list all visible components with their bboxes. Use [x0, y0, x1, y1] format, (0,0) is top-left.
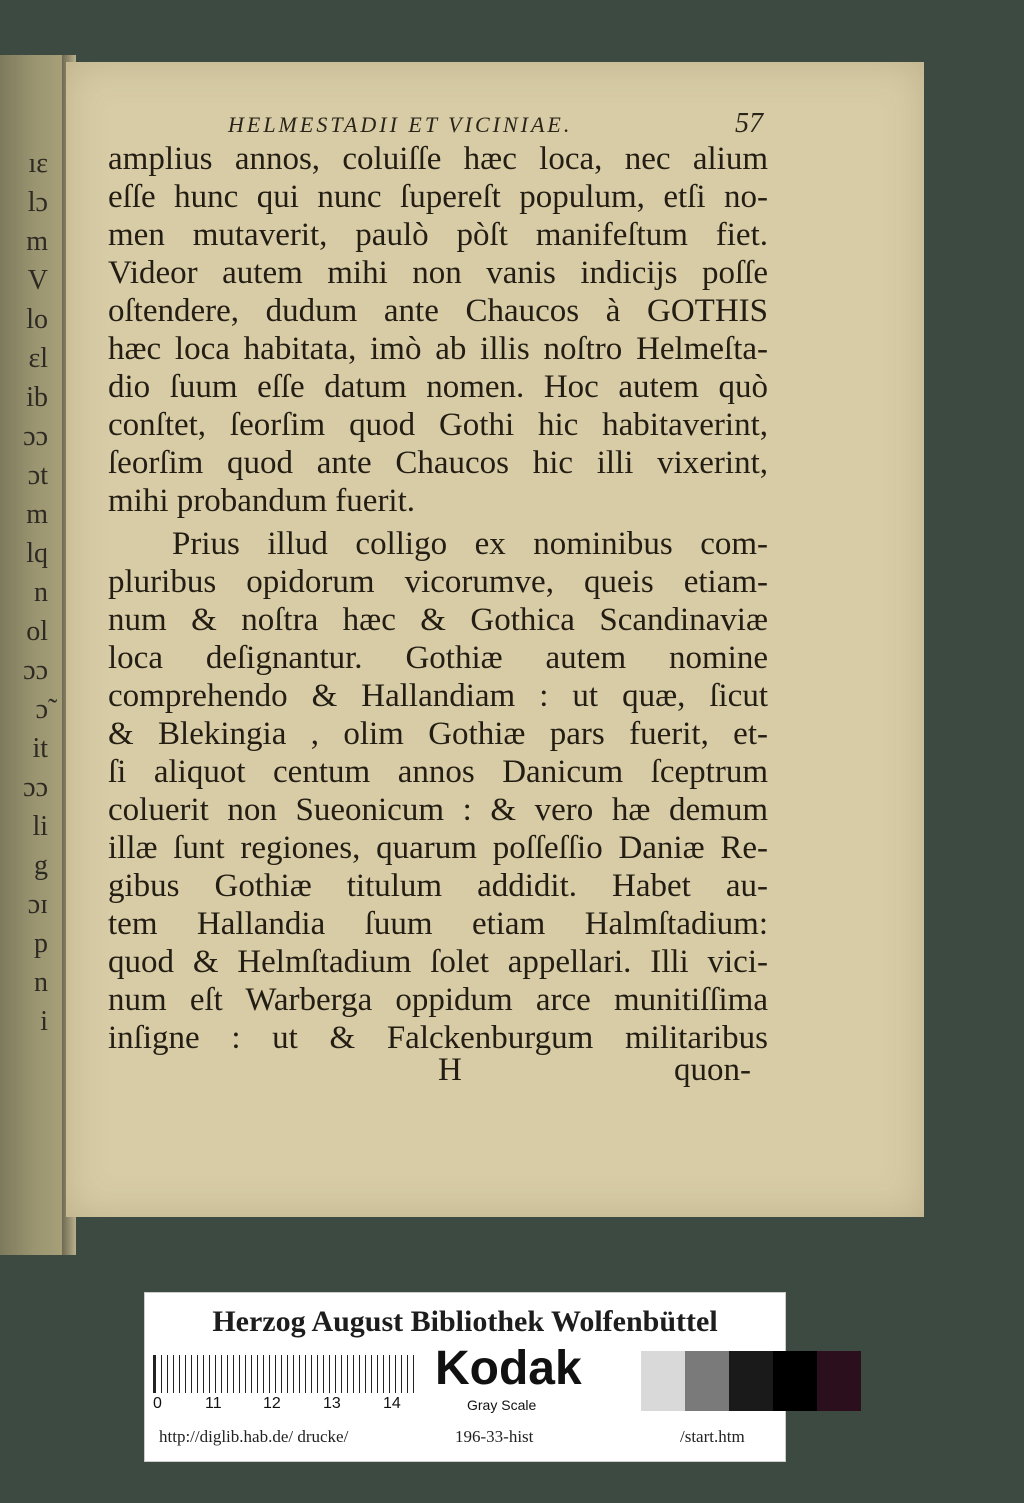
color-scale-strip: [145, 1293, 785, 1461]
text-line: coluerit non Sueonicum : & vero hæ demum: [108, 792, 768, 828]
gray-patch: [817, 1351, 861, 1411]
library-name: Herzog August Bibliothek Wolfenbüttel: [212, 1305, 718, 1338]
left-page-fragment-text: ıε: [28, 148, 48, 179]
text-line: quod & Helmſtadium ſolet appellari. Illi vici-: [108, 944, 768, 980]
ruler-number: 11: [205, 1395, 222, 1412]
left-page-fragment-text: ɔɪ: [27, 889, 48, 920]
ruler-number: 12: [263, 1395, 281, 1412]
running-head: HELMESTADII ET VICINIAE.: [228, 112, 573, 137]
left-page-fragment-text: it: [32, 733, 48, 764]
page-number: 57: [735, 108, 763, 139]
catchword: quon-: [674, 1052, 751, 1088]
signature-mark: H: [438, 1052, 462, 1088]
ruler-number: 0: [153, 1395, 162, 1412]
gray-patch: [597, 1351, 641, 1411]
gray-patch: [685, 1351, 729, 1411]
text-line: illæ ſunt regiones, quarum poſſeſſio Daniæ Re-: [108, 830, 768, 866]
text-line: mihi probandum fuerit.: [108, 483, 416, 519]
left-page-fragment-text: n: [34, 967, 48, 998]
left-page-fragment-text: ɔɔ: [23, 772, 48, 803]
text-line: hæc loca habitata, imò ab illis noſtro Helmeſta-: [108, 331, 768, 367]
text-line: men mutaverit, paulò pòſt manifeſtum fiet.: [108, 217, 768, 253]
left-page-fragment-text: lɔ: [27, 187, 48, 218]
text-line: pluribus opidorum vicorumve, queis etiam-: [108, 564, 768, 600]
ruler-number: 14: [383, 1395, 401, 1412]
text-line: conſtet, ſeorſim quod Gothi hic habitaverint,: [108, 407, 768, 443]
left-page-fragment-text: ɔ̃: [35, 694, 48, 725]
left-page-fragment-text: g: [34, 850, 48, 881]
gray-patch: [729, 1351, 773, 1411]
text-line: eſſe hunc qui nunc ſupereſt populum, etſi no-: [108, 179, 768, 215]
text-line: Videor autem mihi non vanis indicijs poſſe: [108, 255, 768, 291]
left-page-fragment-text: lo: [26, 304, 48, 335]
shelfmark-code: 196-33-hist: [455, 1427, 534, 1446]
gray-scale-label: Gray Scale: [467, 1397, 537, 1413]
left-page-fragment-text: ɔt: [27, 460, 48, 491]
left-page-fragment-text: ɔɔ: [23, 421, 48, 452]
text-line: amplius annos, coluiſſe hæc loca, nec alium: [108, 141, 768, 177]
text-line: ſeorſim quod ante Chaucos hic illi vixerint,: [108, 445, 768, 481]
text-line: Prius illud colligo ex nominibus com-: [172, 526, 768, 562]
text-line: inſigne : ut & Falckenburgum militaribus: [108, 1020, 768, 1056]
url-right: /start.htm: [680, 1427, 745, 1446]
text-line: num & noſtra hæc & Gothica Scandinaviæ: [108, 602, 768, 638]
left-page-fragment-text: p: [34, 928, 48, 959]
left-page-fragment-text: li: [32, 811, 48, 842]
gray-patch: [773, 1351, 817, 1411]
left-page-fragment-text: m: [26, 499, 48, 530]
left-page-fragment-text: m: [26, 226, 48, 257]
left-page-fragment-text: lq: [26, 538, 48, 569]
text-line: oſtendere, dudum ante Chaucos à GOTHIS: [108, 293, 768, 329]
left-page-fragment-text: ib: [26, 382, 48, 413]
left-page-fragment-text: ol: [26, 616, 48, 647]
left-page-fragment-text: ɔɔ: [23, 655, 48, 686]
text-line: dio ſuum eſſe datum nomen. Hoc autem quò: [108, 369, 768, 405]
url-left: http://diglib.hab.de/ drucke/: [159, 1427, 349, 1446]
text-line: comprehendo & Hallandiam : ut quæ, ſicut: [108, 678, 768, 714]
left-page-fragment-text: ɛl: [28, 343, 48, 374]
text-line: gibus Gothiæ titulum addidit. Habet au-: [108, 868, 768, 904]
text-line: loca deſignantur. Gothiæ autem nomine: [108, 640, 768, 676]
text-line: tem Hallandia ſuum etiam Halmſtadium:: [108, 906, 768, 942]
ruler-scale: [153, 1355, 417, 1393]
gray-patch: [641, 1351, 685, 1411]
gray-patches: [597, 1351, 861, 1411]
text-line: num eſt Warberga oppidum arce munitiſſima: [108, 982, 768, 1018]
left-page-fragment-text: n: [34, 577, 48, 608]
text-line: ſi aliquot centum annos Danicum ſceptrum: [108, 754, 768, 790]
text-line: & Blekingia , olim Gothiæ pars fuerit, et-: [108, 716, 768, 752]
kodak-logo: Kodak: [435, 1342, 582, 1395]
left-page-fragment-text: i: [40, 1006, 48, 1037]
left-page-fragment-text: V: [27, 265, 48, 296]
ruler-number: 13: [323, 1395, 341, 1412]
